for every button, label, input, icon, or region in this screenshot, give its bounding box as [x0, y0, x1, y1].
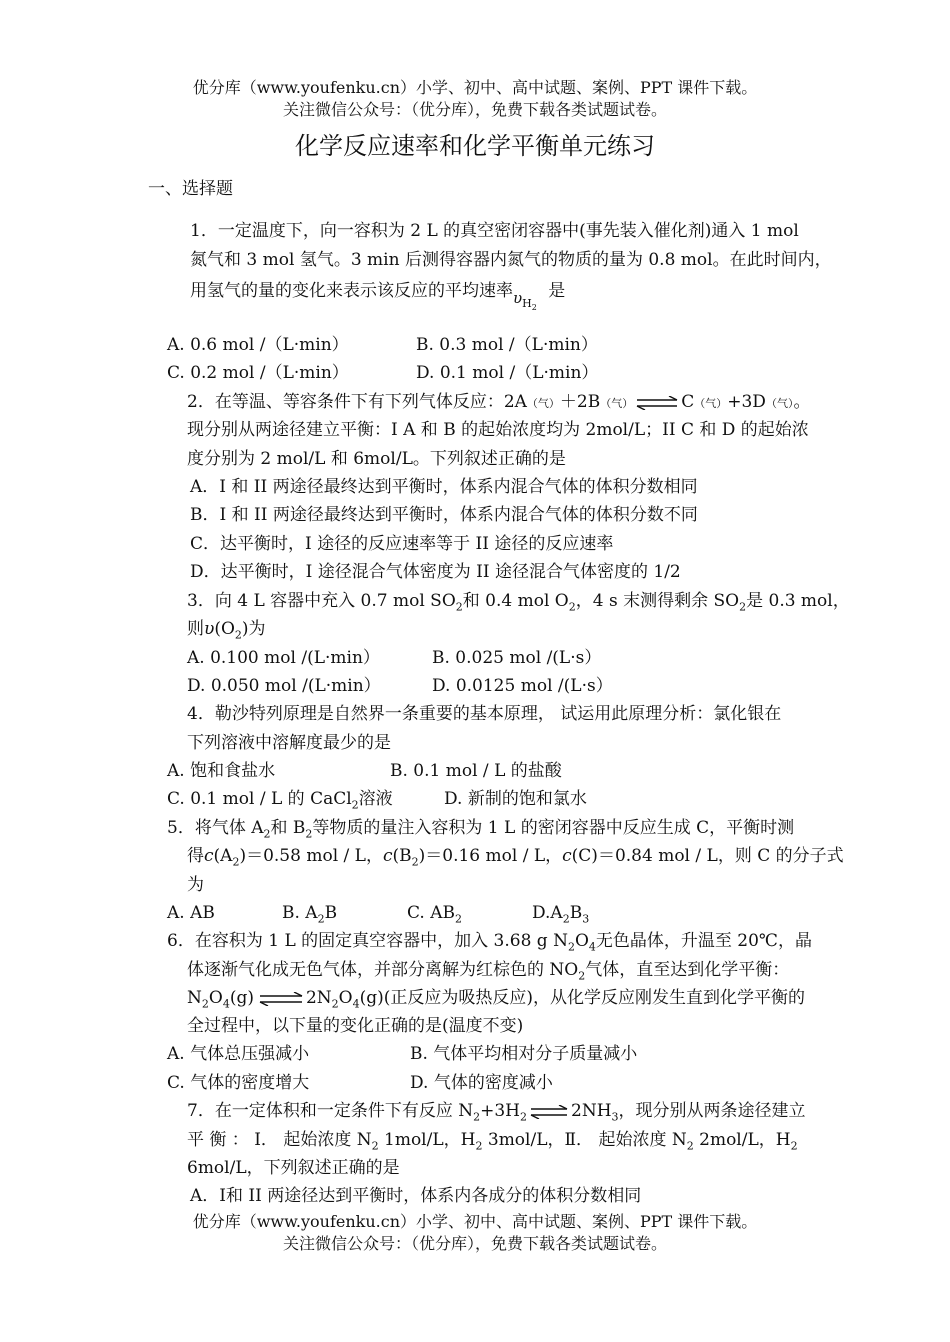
q2-text-a: 2．在等温、等容条件下有下列气体反应：2A: [187, 392, 527, 412]
subscript: 2: [568, 600, 576, 614]
q5-text-d: 得: [187, 846, 204, 866]
q1-line-3: [190, 280, 566, 312]
gas-label: （气）: [600, 397, 634, 410]
q2-line-3: 度分别为 2 mol/L 和 6mol/L。下列叙述正确的是: [187, 449, 566, 469]
q4-line-1: 4．勒沙特列原理是自然界一条重要的基本原理， 试运用此原理分析：氯化银在: [187, 704, 782, 724]
q5-d-tail: B: [569, 903, 583, 923]
q1-option-c: C. 0.2 mol /（L·min）: [167, 363, 349, 383]
q5-text-b: 和 B: [270, 818, 306, 838]
q2-line-1: [187, 391, 810, 415]
q5-b-text: B. A: [282, 903, 318, 923]
q3-option-d: D. 0.0125 mol /(L·s）: [432, 676, 613, 696]
subscript: 2: [739, 600, 747, 614]
q3-option-c: D. 0.050 mol /(L·min）: [187, 676, 381, 696]
gas-label: （气）: [765, 397, 794, 410]
conc-symbol: c: [562, 846, 572, 866]
subscript: 2: [305, 827, 313, 841]
subscript: 2: [686, 1139, 694, 1153]
footer-line-2: 关注微信公众号：（优分库），免费下载各类试题试卷。: [282, 1234, 667, 1253]
subscript: 2: [473, 1110, 481, 1124]
q1-line-3-tail: 是: [548, 281, 566, 301]
q2-option-d: D．达平衡时，I 途径混合气体密度为 II 途径混合气体密度的 1/2: [190, 562, 681, 582]
q5-option-d: [532, 902, 589, 930]
q1-option-b: B. 0.3 mol /（L·min）: [416, 335, 598, 355]
subscript: 3: [611, 1110, 619, 1124]
subscript: 2: [371, 1139, 379, 1153]
q5-option-c: [407, 902, 462, 930]
q5-text-c: 等物质的量注入容积为 1 L 的密闭容器中反应生成 C，平衡时测: [312, 818, 795, 838]
q7-line-2: [187, 1129, 798, 1157]
q3-text-b: 和 0.4 mol O: [462, 591, 569, 611]
q1-line-2: 氮气和 3 mol 氢气。3 min 后测得容器内氮气的物质的量为 0.8 mol。在此时间内，: [190, 250, 832, 270]
q6-text-k: (g)(正反应为吸热反应)，从化学反应刚发生直到化学平衡的: [359, 988, 806, 1008]
q4-option-d: D. 新制的饱和氯水: [444, 789, 587, 809]
q6-line-4: 全过程中，以下量的变化正确的是(温度不变): [187, 1016, 524, 1036]
gas-label: （气）: [694, 397, 728, 410]
q6-line-1: [167, 930, 812, 958]
q7-text-b: +3H: [480, 1101, 520, 1121]
subscript: 2: [475, 1139, 483, 1153]
q6-option-d: D. 气体的密度减小: [410, 1073, 553, 1093]
page-title: 化学反应速率和化学平衡单元练习: [295, 132, 655, 160]
rate-symbol: υ: [204, 619, 215, 639]
subscript: 2: [351, 798, 359, 812]
equilibrium-arrow-icon: [256, 992, 304, 1006]
subscript: 4: [222, 997, 230, 1011]
q4-option-c: [167, 788, 393, 816]
q2-text-b: ＋2B: [559, 392, 601, 412]
footer-line-1: 优分库（www.youfenku.cn）小学、初中、高中试题、案例、PPT 课件下载。: [192, 1212, 758, 1231]
subscript: 2: [234, 628, 242, 642]
q7-text-h: 2mol/L，H: [693, 1130, 791, 1150]
q5-option-b: [282, 902, 337, 930]
subscript: 2: [562, 912, 570, 926]
q7-text-a: 7．在一定体积和一定条件下有反应 N: [187, 1101, 474, 1121]
q2-option-b: B．I 和 II 两途径最终达到平衡时，体系内混合气体的体积分数不同: [190, 505, 698, 525]
q3-line-2: [187, 618, 266, 646]
equilibrium-arrow-icon: [635, 396, 679, 410]
conc-symbol: c: [204, 846, 214, 866]
q6-text-g: O: [208, 988, 223, 1008]
subscript: 2: [411, 855, 419, 869]
q6-option-a: A. 气体总压强减小: [167, 1044, 310, 1064]
q6-line-3: [187, 987, 805, 1015]
header-line-1: 优分库（www.youfenku.cn）小学、初中、高中试题、案例、PPT 课件下载。: [192, 78, 758, 97]
q3-text-d: 是 0.3 mol，: [746, 591, 850, 611]
subscript: 2: [331, 997, 339, 1011]
subscript: 4: [588, 940, 596, 954]
q3-text-e: 则: [187, 619, 204, 639]
q2-text-d: +3D: [727, 392, 766, 412]
q6-option-c: C. 气体的密度增大: [167, 1073, 310, 1093]
q6-text-a: 6．在容积为 1 L 的固定真空容器中，加入 3.68 g N: [167, 931, 568, 951]
q2-text-e: 。: [793, 392, 811, 412]
rate-subscript-2: 2: [531, 303, 537, 312]
q1-option-a: A. 0.6 mol /（L·min）: [167, 335, 349, 355]
gas-label: （气）: [526, 397, 560, 410]
q3-text-a: 3．向 4 L 容器中充入 0.7 mol SO: [187, 591, 456, 611]
q5-line-2: [187, 845, 844, 873]
q3-text-c: ，4 s 末测得剩余 SO: [575, 591, 740, 611]
q6-text-d: 体逐渐气化成无色气体，并部分离解为红棕色的 NO: [187, 960, 579, 980]
q6-text-h: (g): [229, 988, 254, 1008]
q3-line-1: [187, 590, 850, 618]
q5-text-i: (C)＝0.84 mol / L，则 C 的分子式: [571, 846, 844, 866]
q6-option-b: B. 气体平均相对分子质量减小: [410, 1044, 638, 1064]
q7-text-e: 平 衡 ： Ⅰ． 起始浓度 N: [187, 1130, 372, 1150]
q6-text-i: 2N: [305, 988, 332, 1008]
q2-option-a: A．I 和 II 两途径最终达到平衡时，体系内混合气体的体积分数相同: [190, 477, 698, 497]
q7-text-c: 2NH: [571, 1101, 612, 1121]
q2-line-2: 现分别从两途径建立平衡：I A 和 B 的起始浓度均为 2mol/L；II C 和 D 的起始浓: [187, 420, 809, 440]
q5-text-e: (A: [213, 846, 233, 866]
q2-option-c: C．达平衡时，I 途径的反应速率等于 II 途径的反应速率: [190, 534, 614, 554]
subscript: 2: [520, 1110, 527, 1124]
header-line-2: 关注微信公众号：（优分库），免费下载各类试题试卷。: [282, 100, 667, 119]
q5-line-3: 为: [187, 875, 204, 895]
rate-symbol: υ: [513, 289, 523, 307]
q4-option-b: B. 0.1 mol / L 的盐酸: [390, 761, 562, 781]
q5-text-g: (B: [392, 846, 412, 866]
conc-symbol: c: [382, 846, 393, 866]
q7-text-f: 1mol/L，H: [378, 1130, 476, 1150]
section-heading: 一、选择题: [148, 179, 233, 199]
q6-text-c: 无色晶体，升温至 20℃，晶: [595, 931, 812, 951]
q5-text-h: )＝0.16 mol / L，: [418, 846, 563, 866]
rate-subscript: H: [522, 297, 532, 310]
q4-option-a: A. 饱和食盐水: [167, 761, 276, 781]
q5-line-1: [167, 817, 794, 845]
q3-option-a: A. 0.100 mol /(L·min）: [187, 648, 380, 668]
q1-option-d: D. 0.1 mol /（L·min）: [416, 363, 599, 383]
subscript: 2: [567, 940, 575, 954]
q4-c-tail: 溶液: [358, 789, 393, 809]
q7-text-g: 3mol/L，Ⅱ． 起始浓度 N: [482, 1130, 687, 1150]
subscript: 2: [455, 600, 463, 614]
q6-text-b: O: [574, 931, 589, 951]
q1-line-3-text: 用氢气的量的变化来表示该反应的平均速率: [190, 281, 513, 301]
q2-text-c: C: [681, 392, 695, 412]
q3-text-f: (O: [214, 619, 235, 639]
q7-line-3: 6mol/L，下列叙述正确的是: [187, 1158, 400, 1178]
q6-text-j: O: [338, 988, 353, 1008]
subscript: 2: [232, 855, 240, 869]
q5-option-a: A. AB: [167, 903, 215, 923]
q5-d-text: D.A: [532, 903, 563, 923]
q3-text-g: )为: [241, 619, 266, 639]
q1-line-1: 1．一定温度下，向一容积为 2 L 的真空密闭容器中(事先装入催化剂)通入 1 mol: [190, 221, 799, 241]
q4-line-2: 下列溶液中溶解度最少的是: [187, 733, 391, 753]
q5-b-tail: B: [324, 903, 338, 923]
q7-line-1: [187, 1100, 806, 1128]
subscript: 4: [352, 997, 360, 1011]
subscript: 2: [578, 969, 586, 983]
q3-option-b: B. 0.025 mol /(L·s）: [432, 648, 602, 668]
subscript: 2: [454, 912, 462, 926]
q7-text-d: ，现分别从两条途径建立: [618, 1101, 806, 1121]
q4-c-text: C. 0.1 mol / L 的 CaCl: [167, 789, 352, 809]
subscript: 2: [201, 997, 209, 1011]
subscript: 2: [317, 912, 325, 926]
q7-option-a: A．Ⅰ和 II 两途径达到平衡时，体系内各成分的体积分数相同: [190, 1186, 642, 1206]
subscript: 2: [263, 827, 271, 841]
q6-text-e: 气体，直至达到化学平衡：: [585, 960, 790, 980]
q5-c-text: C. AB: [407, 903, 455, 923]
q6-line-2: [187, 959, 789, 987]
subscript: 3: [582, 912, 590, 926]
subscript: 2: [790, 1139, 798, 1153]
q6-text-f: N: [187, 988, 202, 1008]
equilibrium-arrow-icon: [529, 1105, 569, 1119]
q5-text-a: 5．将气体 A: [167, 818, 264, 838]
q5-text-f: )＝0.58 mol / L，: [239, 846, 383, 866]
